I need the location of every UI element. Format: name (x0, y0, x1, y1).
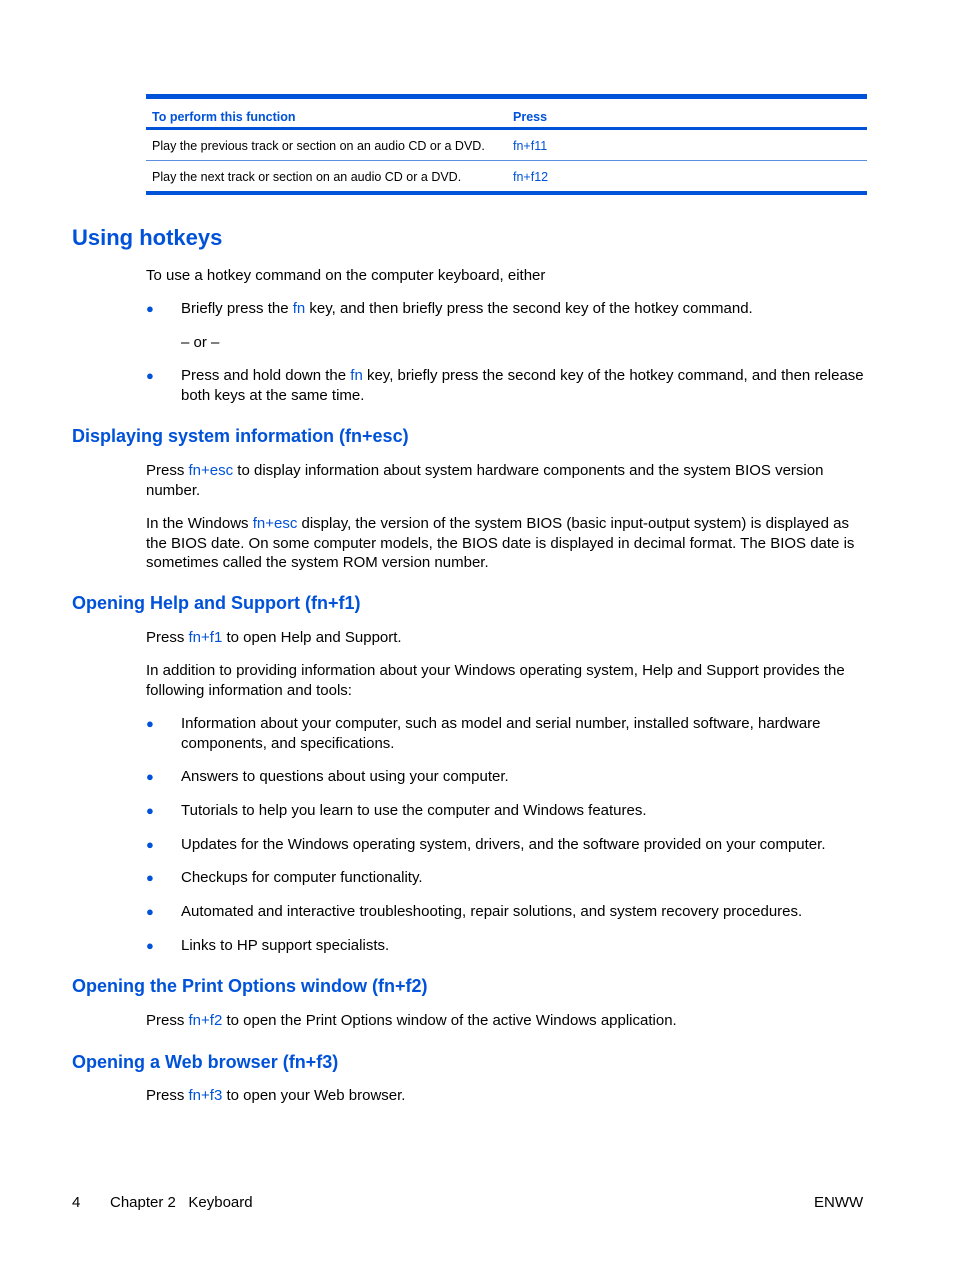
hotkeys-intro: To use a hotkey command on the computer keyboard, either (146, 267, 546, 284)
list-item-text: Automated and interactive troubleshooting, repair solutions, and system recovery procedures. (181, 903, 803, 920)
section-title-system-info: Displaying system information (fn+esc) (72, 426, 409, 446)
sysinfo-paragraph-2: In the Windows fn+esc display, the version of the system BIOS (basic input-output system) is displayed as the BIOS date. On some computer models, the BIOS date is displayed in decimal format. The BIOS date is sometimes called the system ROM version number. (146, 515, 855, 571)
row-function: Play the next track or section on an audio CD or a DVD. (152, 170, 462, 184)
table-header-row (146, 99, 867, 130)
hotkey-table (146, 94, 867, 195)
row-press: fn+f11 (513, 139, 548, 153)
table-row (146, 130, 867, 161)
key-fn-f1: fn+f1 (188, 629, 223, 646)
key-fn: fn (292, 300, 306, 317)
section-title-web-browser: Opening a Web browser (fn+f3) (72, 1052, 339, 1072)
key-fn-esc: fn+esc (252, 515, 298, 532)
list-item-text: Information about your computer, such as model and serial number, installed software, hardware components, and specifications. (181, 715, 821, 752)
key-fn-f3: fn+f3 (188, 1087, 223, 1104)
header-press: Press (513, 110, 548, 124)
bullet-icon: ● (146, 803, 154, 818)
list-item-text: Updates for the Windows operating system, drivers, and the software provided on your computer. (181, 836, 826, 853)
list-item-text: Press and hold down the fn key, briefly press the second key of the hotkey command, and then release both keys at the same time. (181, 367, 864, 404)
list-item-text: Checkups for computer functionality. (181, 869, 423, 886)
print-paragraph: Press fn+f2 to open the Print Options window of the active Windows application. (146, 1012, 677, 1029)
help-paragraph-2: In addition to providing information about your Windows operating system, Help and Support provides the following information and tools: (146, 662, 845, 699)
or-separator: – or – (181, 334, 220, 351)
row-press: fn+f12 (513, 170, 549, 184)
header-function: To perform this function (152, 110, 296, 124)
key-fn-esc: fn+esc (188, 462, 234, 479)
section-title-using-hotkeys: Using hotkeys (72, 225, 223, 250)
section-title-help-support: Opening Help and Support (fn+f1) (72, 593, 361, 613)
section-title-print-options: Opening the Print Options window (fn+f2) (72, 976, 428, 996)
page-number: 4 (72, 1194, 81, 1211)
footer-enww: ENWW (814, 1194, 864, 1211)
bullet-icon: ● (146, 904, 154, 919)
list-item-text: Links to HP support specialists. (181, 937, 390, 954)
chapter-label: Chapter 2 Keyboard (110, 1194, 253, 1211)
web-paragraph: Press fn+f3 to open your Web browser. (146, 1087, 406, 1104)
row-function: Play the previous track or section on an audio CD or a DVD. (152, 139, 485, 153)
bullet-icon: ● (146, 870, 154, 885)
list-item-text: Answers to questions about using your computer. (181, 768, 509, 785)
key-fn-f2: fn+f2 (188, 1012, 223, 1029)
key-fn: fn (350, 367, 363, 384)
bullet-icon: ● (146, 716, 154, 731)
bullet-icon: ● (146, 837, 154, 852)
table-row (146, 161, 867, 195)
bullet-icon: ● (146, 938, 154, 953)
bullet-icon: ● (146, 769, 154, 784)
bullet-icon: ● (146, 301, 154, 316)
help-paragraph-1: Press fn+f1 to open Help and Support. (146, 629, 402, 646)
list-item-text: Briefly press the fn key, and then briefly press the second key of the hotkey command. (181, 300, 753, 317)
bullet-icon: ● (146, 368, 154, 383)
list-item-text: Tutorials to help you learn to use the computer and Windows features. (181, 802, 647, 819)
sysinfo-paragraph-1: Press fn+esc to display information about system hardware components and the system BIOS version number. (146, 462, 824, 499)
